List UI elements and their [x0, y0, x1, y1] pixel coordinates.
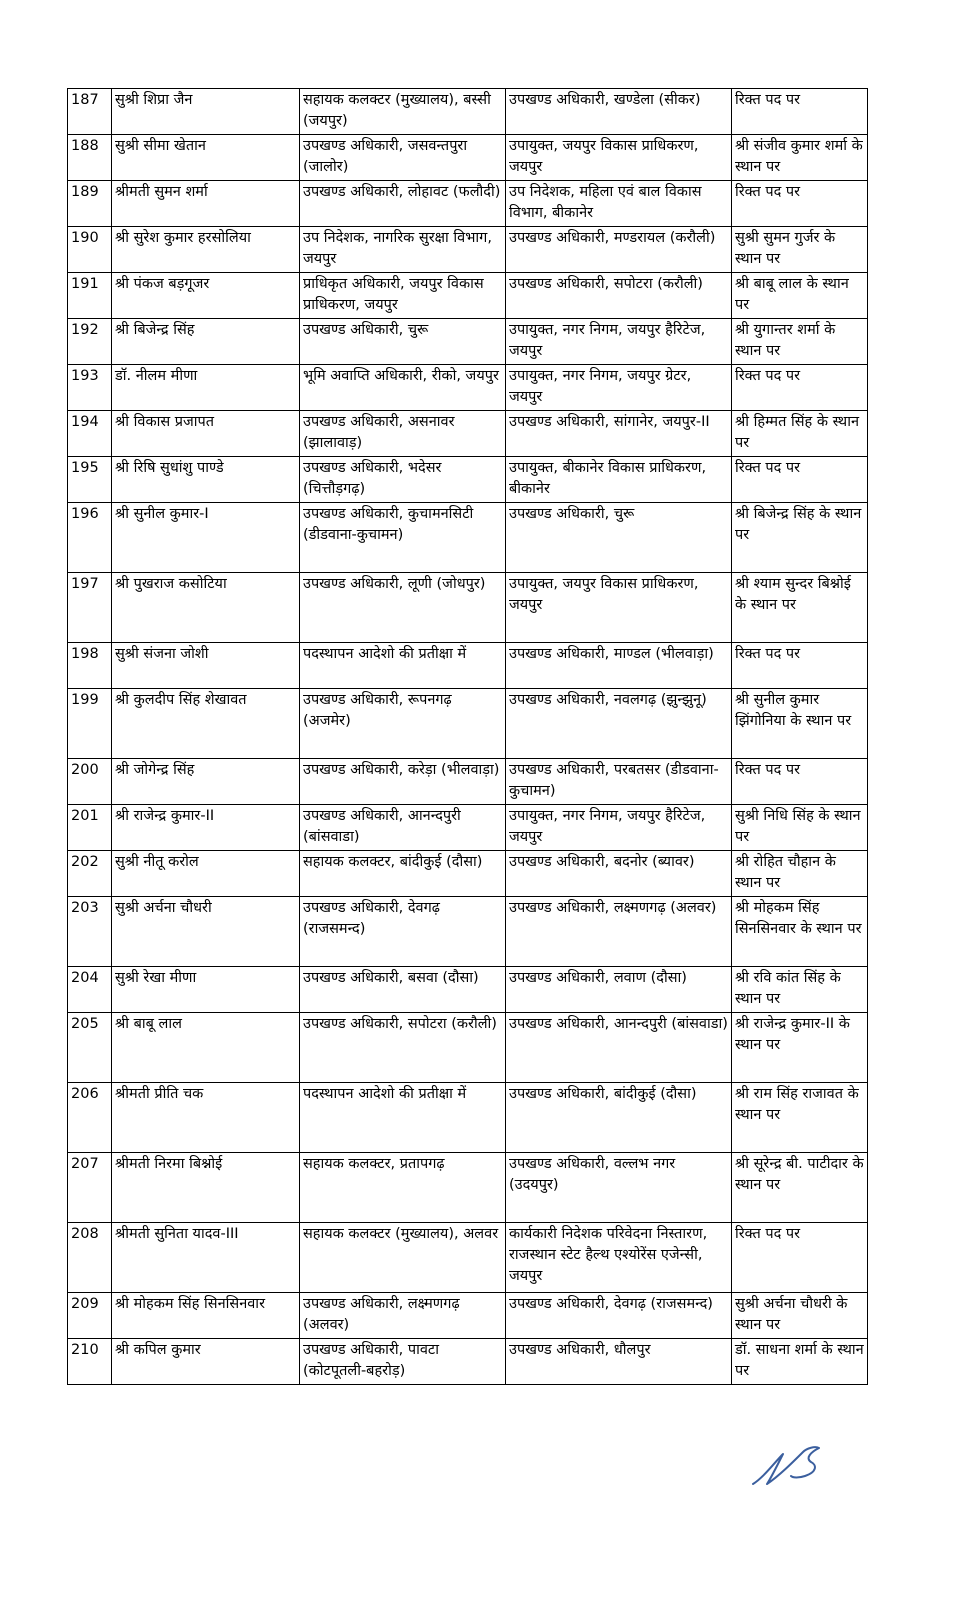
new-posting-cell: उपायुक्त, नगर निगम, जयपुर हैरिटेज, जयपुर	[506, 805, 732, 851]
new-posting-cell: उपखण्ड अधिकारी, बदनोर (ब्यावर)	[506, 851, 732, 897]
officer-name-cell: श्री सुरेश कुमार हरसोलिया	[112, 227, 300, 273]
table-row	[68, 967, 868, 1013]
table-row	[68, 89, 868, 135]
current-posting-cell: उपखण्ड अधिकारी, असनावर (झालावाड़)	[300, 411, 506, 457]
new-posting-cell: उपखण्ड अधिकारी, माण्डल (भीलवाड़ा)	[506, 643, 732, 689]
new-posting-cell: उपखण्ड अधिकारी, लवाण (दौसा)	[506, 967, 732, 1013]
new-posting-cell: उपायुक्त, नगर निगम, जयपुर हैरिटेज, जयपुर	[506, 319, 732, 365]
table-row	[68, 851, 868, 897]
table-row	[68, 805, 868, 851]
new-posting-cell: उपखण्ड अधिकारी, नवलगढ़ (झुन्झुनू)	[506, 689, 732, 759]
table-row	[68, 319, 868, 365]
new-posting-cell: उपायुक्त, जयपुर विकास प्राधिकरण, जयपुर	[506, 573, 732, 643]
remark-cell: रिक्त पद पर	[732, 1223, 868, 1293]
current-posting-cell: उपखण्ड अधिकारी, रूपनगढ़ (अजमेर)	[300, 689, 506, 759]
new-posting-cell: उपखण्ड अधिकारी, लक्ष्मणगढ़ (अलवर)	[506, 897, 732, 967]
serial-number-cell: 202	[68, 851, 112, 897]
new-posting-cell: कार्यकारी निदेशक परिवेदना निस्तारण, राजस्थान स्टेट हैल्थ एश्योरेंस एजेन्सी, जयपुर	[506, 1223, 732, 1293]
new-posting-cell: उपखण्ड अधिकारी, खण्डेला (सीकर)	[506, 89, 732, 135]
new-posting-cell: उपखण्ड अधिकारी, आनन्दपुरी (बांसवाडा)	[506, 1013, 732, 1083]
current-posting-cell: उपखण्ड अधिकारी, भदेसर (चित्तौड़गढ़)	[300, 457, 506, 503]
remark-cell: रिक्त पद पर	[732, 457, 868, 503]
officer-name-cell: सुश्री अर्चना चौधरी	[112, 897, 300, 967]
remark-cell: श्री राम सिंह राजावत के स्थान पर	[732, 1083, 868, 1153]
new-posting-cell: उपखण्ड अधिकारी, परबतसर (डीडवाना-कुचामन)	[506, 759, 732, 805]
serial-number-cell: 195	[68, 457, 112, 503]
remark-cell: रिक्त पद पर	[732, 365, 868, 411]
serial-number-cell: 188	[68, 135, 112, 181]
table-row	[68, 365, 868, 411]
serial-number-cell: 205	[68, 1013, 112, 1083]
table-row	[68, 135, 868, 181]
current-posting-cell: पदस्थापन आदेशो की प्रतीक्षा में	[300, 1083, 506, 1153]
serial-number-cell: 194	[68, 411, 112, 457]
serial-number-cell: 199	[68, 689, 112, 759]
officer-name-cell: श्री कुलदीप सिंह शेखावत	[112, 689, 300, 759]
current-posting-cell: सहायक कलक्टर, प्रतापगढ़	[300, 1153, 506, 1223]
remark-cell: डॉ. साधना शर्मा के स्थान पर	[732, 1339, 868, 1385]
officer-name-cell: श्रीमती निरमा बिश्नोई	[112, 1153, 300, 1223]
officer-name-cell: श्रीमती प्रीति चक	[112, 1083, 300, 1153]
remark-cell: सुश्री अर्चना चौधरी के स्थान पर	[732, 1293, 868, 1339]
serial-number-cell: 208	[68, 1223, 112, 1293]
officer-name-cell: सुश्री नीतू करोल	[112, 851, 300, 897]
officer-name-cell: श्रीमती सुमन शर्मा	[112, 181, 300, 227]
table-row	[68, 1013, 868, 1083]
officer-name-cell: श्री कपिल कुमार	[112, 1339, 300, 1385]
current-posting-cell: भूमि अवाप्ति अधिकारी, रीको, जयपुर	[300, 365, 506, 411]
new-posting-cell: उप निदेशक, महिला एवं बाल विकास विभाग, बीकानेर	[506, 181, 732, 227]
remark-cell: रिक्त पद पर	[732, 759, 868, 805]
officer-name-cell: श्री सुनील कुमार-I	[112, 503, 300, 573]
officer-name-cell: श्री बिजेन्द्र सिंह	[112, 319, 300, 365]
serial-number-cell: 207	[68, 1153, 112, 1223]
officer-name-cell: श्री पंकज बड़गूजर	[112, 273, 300, 319]
officer-name-cell: श्री पुखराज कसोटिया	[112, 573, 300, 643]
serial-number-cell: 196	[68, 503, 112, 573]
serial-number-cell: 197	[68, 573, 112, 643]
signature-mark	[745, 1440, 835, 1490]
officer-name-cell: श्री रिषि सुधांशु पाण्डे	[112, 457, 300, 503]
serial-number-cell: 203	[68, 897, 112, 967]
remark-cell: श्री सूरेन्द्र बी. पाटीदार के स्थान पर	[732, 1153, 868, 1223]
current-posting-cell: पदस्थापन आदेशो की प्रतीक्षा में	[300, 643, 506, 689]
serial-number-cell: 189	[68, 181, 112, 227]
serial-number-cell: 210	[68, 1339, 112, 1385]
serial-number-cell: 193	[68, 365, 112, 411]
current-posting-cell: उपखण्ड अधिकारी, चुरू	[300, 319, 506, 365]
serial-number-cell: 187	[68, 89, 112, 135]
remark-cell: श्री बिजेन्द्र सिंह के स्थान पर	[732, 503, 868, 573]
remark-cell: श्री हिम्मत सिंह के स्थान पर	[732, 411, 868, 457]
table-row	[68, 457, 868, 503]
table-row	[68, 573, 868, 643]
officer-name-cell: श्री विकास प्रजापत	[112, 411, 300, 457]
current-posting-cell: सहायक कलक्टर (मुख्यालय), अलवर	[300, 1223, 506, 1293]
serial-number-cell: 204	[68, 967, 112, 1013]
table-row	[68, 1083, 868, 1153]
remark-cell: श्री श्याम सुन्दर बिश्नोई के स्थान पर	[732, 573, 868, 643]
remark-cell: श्री युगान्तर शर्मा के स्थान पर	[732, 319, 868, 365]
remark-cell: श्री राजेन्द्र कुमार-II के स्थान पर	[732, 1013, 868, 1083]
remark-cell: श्री रवि कांत सिंह के स्थान पर	[732, 967, 868, 1013]
serial-number-cell: 190	[68, 227, 112, 273]
serial-number-cell: 192	[68, 319, 112, 365]
officer-name-cell: सुश्री शिप्रा जैन	[112, 89, 300, 135]
current-posting-cell: उपखण्ड अधिकारी, करेड़ा (भीलवाड़ा)	[300, 759, 506, 805]
new-posting-cell: उपखण्ड अधिकारी, सपोटरा (करौली)	[506, 273, 732, 319]
officer-name-cell: सुश्री रेखा मीणा	[112, 967, 300, 1013]
remark-cell: श्री बाबू लाल के स्थान पर	[732, 273, 868, 319]
table-row	[68, 411, 868, 457]
new-posting-cell: उपखण्ड अधिकारी, चुरू	[506, 503, 732, 573]
officer-name-cell: सुश्री संजना जोशी	[112, 643, 300, 689]
table-row	[68, 227, 868, 273]
current-posting-cell: उपखण्ड अधिकारी, देवगढ़ (राजसमन्द)	[300, 897, 506, 967]
officer-name-cell: सुश्री सीमा खेतान	[112, 135, 300, 181]
serial-number-cell: 209	[68, 1293, 112, 1339]
new-posting-cell: उपखण्ड अधिकारी, सांगानेर, जयपुर-II	[506, 411, 732, 457]
serial-number-cell: 200	[68, 759, 112, 805]
new-posting-cell: उपखण्ड अधिकारी, मण्डरायल (करौली)	[506, 227, 732, 273]
serial-number-cell: 206	[68, 1083, 112, 1153]
serial-number-cell: 201	[68, 805, 112, 851]
current-posting-cell: उपखण्ड अधिकारी, लक्ष्मणगढ़ (अलवर)	[300, 1293, 506, 1339]
current-posting-cell: उपखण्ड अधिकारी, कुचामनसिटी (डीडवाना-कुचामन)	[300, 503, 506, 573]
remark-cell: श्री रोहित चौहान के स्थान पर	[732, 851, 868, 897]
remark-cell: श्री मोहकम सिंह सिनसिनवार के स्थान पर	[732, 897, 868, 967]
table-row	[68, 181, 868, 227]
officer-name-cell: डॉ. नीलम मीणा	[112, 365, 300, 411]
transfer-table-body	[68, 89, 868, 1385]
current-posting-cell: उपखण्ड अधिकारी, सपोटरा (करौली)	[300, 1013, 506, 1083]
new-posting-cell: उपखण्ड अधिकारी, बांदीकुई (दौसा)	[506, 1083, 732, 1153]
table-row	[68, 1293, 868, 1339]
remark-cell: सुश्री निधि सिंह के स्थान पर	[732, 805, 868, 851]
current-posting-cell: प्राधिकृत अधिकारी, जयपुर विकास प्राधिकरण, जयपुर	[300, 273, 506, 319]
officer-name-cell: श्री मोहकम सिंह सिनसिनवार	[112, 1293, 300, 1339]
officer-name-cell: श्रीमती सुनिता यादव-III	[112, 1223, 300, 1293]
officer-name-cell: श्री जोगेन्द्र सिंह	[112, 759, 300, 805]
new-posting-cell: उपखण्ड अधिकारी, वल्लभ नगर (उदयपुर)	[506, 1153, 732, 1223]
current-posting-cell: उपखण्ड अधिकारी, लूणी (जोधपुर)	[300, 573, 506, 643]
table-row	[68, 643, 868, 689]
new-posting-cell: उपखण्ड अधिकारी, देवगढ़ (राजसमन्द)	[506, 1293, 732, 1339]
table-row	[68, 273, 868, 319]
serial-number-cell: 191	[68, 273, 112, 319]
remark-cell: रिक्त पद पर	[732, 89, 868, 135]
new-posting-cell: उपायुक्त, बीकानेर विकास प्राधिकरण, बीकानेर	[506, 457, 732, 503]
table-row	[68, 759, 868, 805]
current-posting-cell: उप निदेशक, नागरिक सुरक्षा विभाग, जयपुर	[300, 227, 506, 273]
table-row	[68, 1339, 868, 1385]
current-posting-cell: सहायक कलक्टर (मुख्यालय), बस्सी (जयपुर)	[300, 89, 506, 135]
table-row	[68, 503, 868, 573]
table-row	[68, 689, 868, 759]
table-row	[68, 1153, 868, 1223]
transfer-table	[67, 88, 868, 1385]
remark-cell: रिक्त पद पर	[732, 643, 868, 689]
new-posting-cell: उपखण्ड अधिकारी, धौलपुर	[506, 1339, 732, 1385]
current-posting-cell: उपखण्ड अधिकारी, पावटा (कोटपूतली-बहरोड़)	[300, 1339, 506, 1385]
table-row	[68, 1223, 868, 1293]
officer-name-cell: श्री राजेन्द्र कुमार-II	[112, 805, 300, 851]
current-posting-cell: उपखण्ड अधिकारी, लोहावट (फलौदी)	[300, 181, 506, 227]
current-posting-cell: उपखण्ड अधिकारी, बसवा (दौसा)	[300, 967, 506, 1013]
officer-name-cell: श्री बाबू लाल	[112, 1013, 300, 1083]
remark-cell: रिक्त पद पर	[732, 181, 868, 227]
remark-cell: श्री सुनील कुमार झिंगोनिया के स्थान पर	[732, 689, 868, 759]
new-posting-cell: उपायुक्त, नगर निगम, जयपुर ग्रेटर, जयपुर	[506, 365, 732, 411]
table-row	[68, 897, 868, 967]
current-posting-cell: सहायक कलक्टर, बांदीकुई (दौसा)	[300, 851, 506, 897]
remark-cell: सुश्री सुमन गुर्जर के स्थान पर	[732, 227, 868, 273]
current-posting-cell: उपखण्ड अधिकारी, जसवन्तपुरा (जालोर)	[300, 135, 506, 181]
new-posting-cell: उपायुक्त, जयपुर विकास प्राधिकरण, जयपुर	[506, 135, 732, 181]
current-posting-cell: उपखण्ड अधिकारी, आनन्दपुरी (बांसवाडा)	[300, 805, 506, 851]
serial-number-cell: 198	[68, 643, 112, 689]
remark-cell: श्री संजीव कुमार शर्मा के स्थान पर	[732, 135, 868, 181]
